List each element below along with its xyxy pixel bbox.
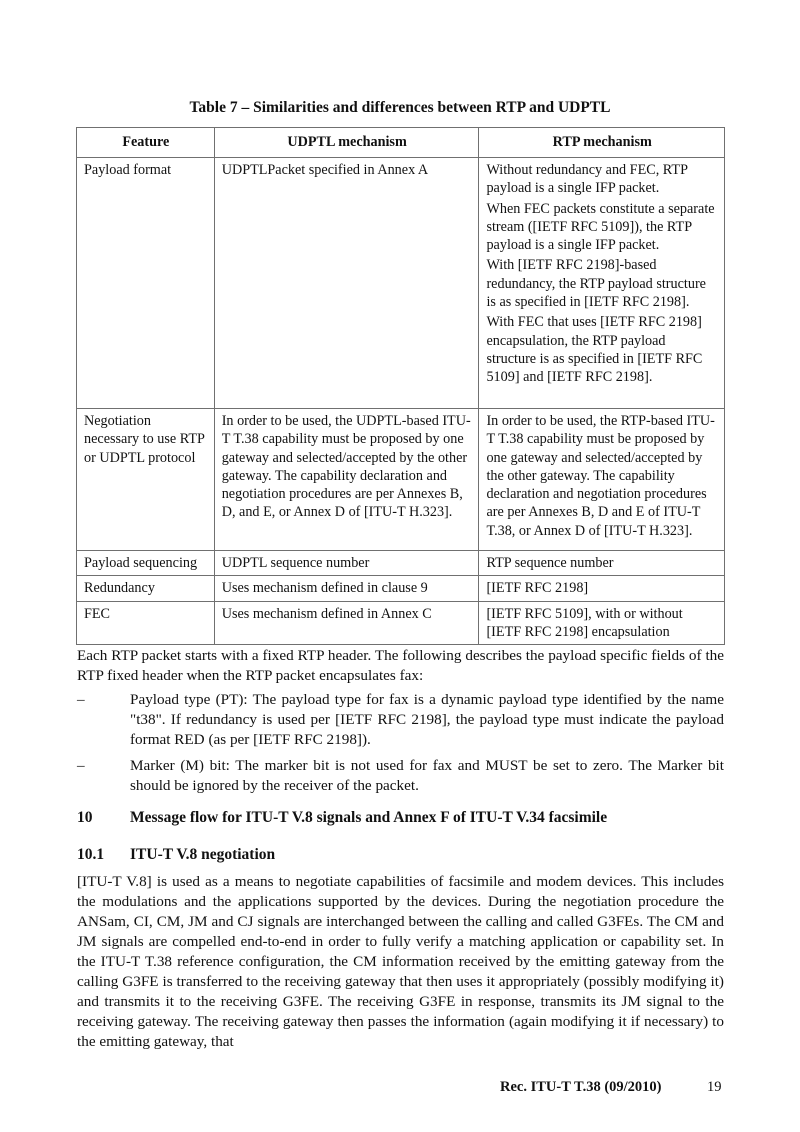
bullet-item-marker-bit [77, 756, 724, 796]
bullet-text: Marker (M) bit: The marker bit is not used for fax and MUST be set to zero. The Marker bit should be ignored by the receiver of the packet. [130, 757, 724, 794]
v8-negotiation-paragraph [77, 872, 724, 1052]
column-header-rtp: RTP mechanism [479, 128, 725, 158]
cell-text: [IETF RFC 2198] [486, 580, 589, 597]
feature-cell: Negotiation necessary to use RTP or UDPTL protocol [77, 409, 215, 551]
udptl-cell [214, 576, 479, 601]
table-row [77, 601, 725, 645]
feature-cell: Redundancy [77, 576, 215, 601]
section-title: Message flow for ITU-T V.8 signals and Annex F of ITU-T V.34 facsimile [130, 809, 608, 826]
cell-text: When FEC packets constitute a separate stream ([IETF RFC 5109]), the RTP payload is a single IFP packet. [486, 200, 715, 254]
section-number: 10 [77, 809, 93, 826]
feature-cell: Payload format [77, 158, 215, 409]
intro-paragraph [77, 646, 724, 686]
bullet-text: Payload type (PT): The payload type for fax is a dynamic payload type identified by the name "t38". If redundancy is used per [IETF RFC 2198], the payload type must indicate the payload format RED (as per [IETF RFC 2198]). [130, 691, 724, 748]
cell-text: Uses mechanism defined in Annex C [221, 605, 432, 622]
paragraph-text: Each RTP packet starts with a fixed RTP header. The following describes the payload specific fields of the RTP fixed header when the RTP packet encapsulates fax: [77, 647, 724, 684]
paragraph-text: [ITU-T V.8] is used as a means to negotiate capabilities of facsimile and modem devices. This includes the modulations and the applications supported by the devices. During the negotiation procedure the ANSam, CI, CM, JM and CJ signals are interchanged between the calling and called G3FEs. The CM and JM signals are compelled end-to-end in order to fully verify a matching application or capability set. In the ITU-T T.38 reference configuration, the CM information received by the emitting gateway from the calling G3FE is transferred to the receiving gateway that then uses it appropriately (possibly modifying it) and transmits it to the receiving G3FE. The receiving G3FE in response, transmits its JM signal to the receiving gateway. The receiving gateway then passes the information (again modifying it if necessary) to the emitting gateway, that [77, 873, 724, 1050]
page-number: 19 [707, 1079, 722, 1095]
rtp-cell [479, 551, 725, 576]
table-row [77, 409, 725, 551]
dash-bullet-marker: – [77, 691, 85, 708]
section-title: ITU-T V.8 negotiation [130, 846, 276, 863]
rtp-cell [479, 601, 725, 645]
feature-cell: FEC [77, 601, 215, 645]
cell-text: With FEC that uses [IETF RFC 2198] encapsulation, the RTP payload structure is as specified in [IETF RFC 5109] and [IETF RFC 2198]. [486, 314, 703, 386]
page-footer [500, 1078, 722, 1096]
udptl-cell [214, 601, 479, 645]
recommendation-reference: Rec. ITU-T T.38 (09/2010) [500, 1079, 662, 1095]
cell-text: RTP sequence number [486, 555, 614, 571]
comparison-table [76, 127, 725, 645]
column-header-feature: Feature [77, 128, 215, 158]
udptl-cell [214, 551, 479, 576]
udptl-cell [214, 409, 479, 551]
table-header-row [77, 128, 725, 158]
table-caption: Table 7 – Similarities and differences between RTP and UDPTL [189, 99, 611, 116]
table-row [77, 158, 725, 409]
cell-text: Uses mechanism defined in clause 9 [221, 580, 428, 597]
cell-text: With [IETF RFC 2198]-based redundancy, the RTP payload structure is as specified in [IETF RFC 2198]. [486, 257, 706, 311]
rtp-cell [479, 576, 725, 601]
bullet-item-payload-type [77, 690, 724, 750]
cell-text: In order to be used, the UDPTL-based ITU-T T.38 capability must be proposed by one gateway and selected/accepted by the other gateway. The capability declaration and negotiation procedures are per Annexes B, D, and E, or Annex D of [ITU-T H.323]. [221, 413, 471, 521]
udptl-cell [214, 158, 479, 409]
cell-text: In order to be used, the RTP-based ITU-T T.38 capability must be proposed by one gateway and selected/accepted by the other gateway. The capability declaration and negotiation procedures are per Annexes B, D and E of ITU-T T.38, or Annex D of [ITU-T H.323]. [486, 413, 715, 539]
feature-cell: Payload sequencing [77, 551, 215, 576]
rtp-cell [479, 158, 725, 409]
cell-text: UDPTL sequence number [221, 555, 370, 571]
column-header-udptl: UDPTL mechanism [214, 128, 479, 158]
section-number: 10.1 [77, 846, 105, 863]
cell-text: Without redundancy and FEC, RTP payload is a single IFP packet. [486, 162, 688, 197]
rtp-cell [479, 409, 725, 551]
table-row [77, 576, 725, 601]
cell-text: [IETF RFC 5109], with or without [IETF RFC 2198] encapsulation [486, 605, 683, 640]
table-row [77, 551, 725, 576]
cell-text: UDPTLPacket specified in Annex A [221, 162, 429, 178]
dash-bullet-marker: – [77, 757, 85, 774]
